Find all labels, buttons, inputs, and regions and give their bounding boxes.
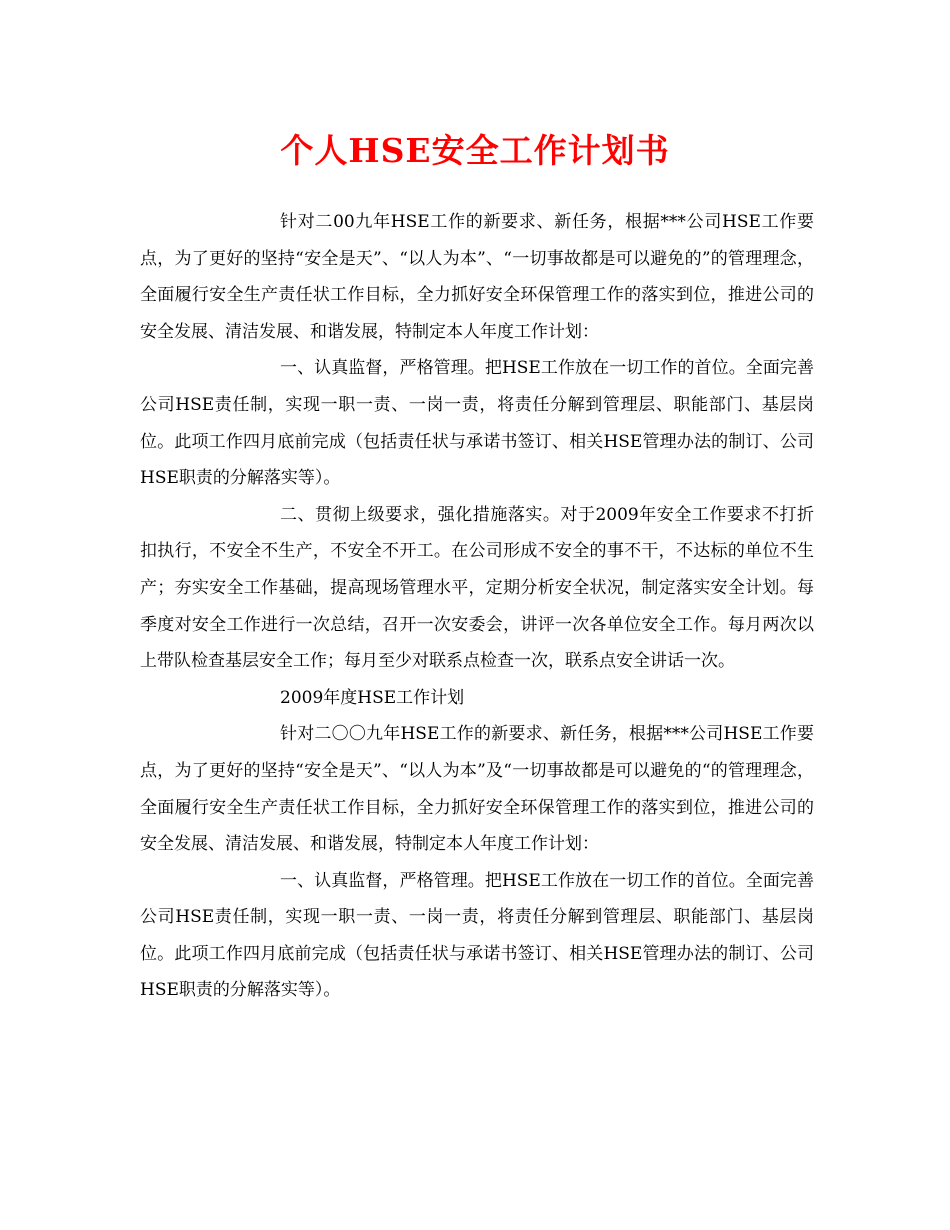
paragraph-item-2: 二、贯彻上级要求，强化措施落实。对于2009年安全工作要求不打折扣执行，不安全不生产，不安全不开工。在公司形成不安全的事不干，不达标的单位不生产；夯实安全工作基础，提高现场管理水平，定期分析安全状况，制定落实安全计划。每季度对安全工作进行一次总结，召开一次安委会，讲评一次各单位安全工作。每月两次以上带队检查基层安全工作；每月至少对联系点检查一次，联系点安全讲话一次。 bbox=[140, 504, 814, 672]
document-title: 个人HSE安全工作计划书 bbox=[280, 131, 670, 170]
paragraph-item-1-repeat: 一、认真监督，严格管理。把HSE工作放在一切工作的首位。全面完善公司HSE责任制，实现一职一责、一岗一责，将责任分解到管理层、职能部门、基层岗位。此项工作四月底前完成（包括责任状与承诺书签订、相关HSE管理办法的制订、公司HSE职责的分解落实等）。 bbox=[140, 870, 814, 1001]
paragraph-intro-2: 针对二〇〇九年HSE工作的新要求、新任务，根据***公司HSE工作要点，为了更好的坚持“安全是天”、“以人为本”及“一切事故都是可以避免的“的管理理念，全面履行安全生产责任状工作目标，全力抓好安全环保管理工作的落实到位，推进公司的安全发展、清洁发展、和谐发展，特制定本人年度工作计划： bbox=[140, 724, 814, 855]
document-body bbox=[140, 204, 814, 1009]
section-heading: 2009年度HSE工作计划 bbox=[280, 687, 465, 708]
paragraph-intro: 针对二00九年HSE工作的新要求、新任务，根据***公司HSE工作要点，为了更好的坚持“安全是天”、“以人为本”、“一切事故都是可以避免的”的管理理念，全面履行安全生产责任状工作目标，全力抓好安全环保管理工作的落实到位，推进公司的安全发展、清洁发展、和谐发展，特制定本人年度工作计划： bbox=[140, 212, 814, 342]
paragraph-item-1: 一、认真监督，严格管理。把HSE工作放在一切工作的首位。全面完善公司HSE责任制，实现一职一责、一岗一责，将责任分解到管理层、职能部门、基层岗位。此项工作四月底前完成（包括责任状与承诺书签订、相关HSE管理办法的制订、公司HSE职责的分解落实等）。 bbox=[140, 358, 814, 489]
